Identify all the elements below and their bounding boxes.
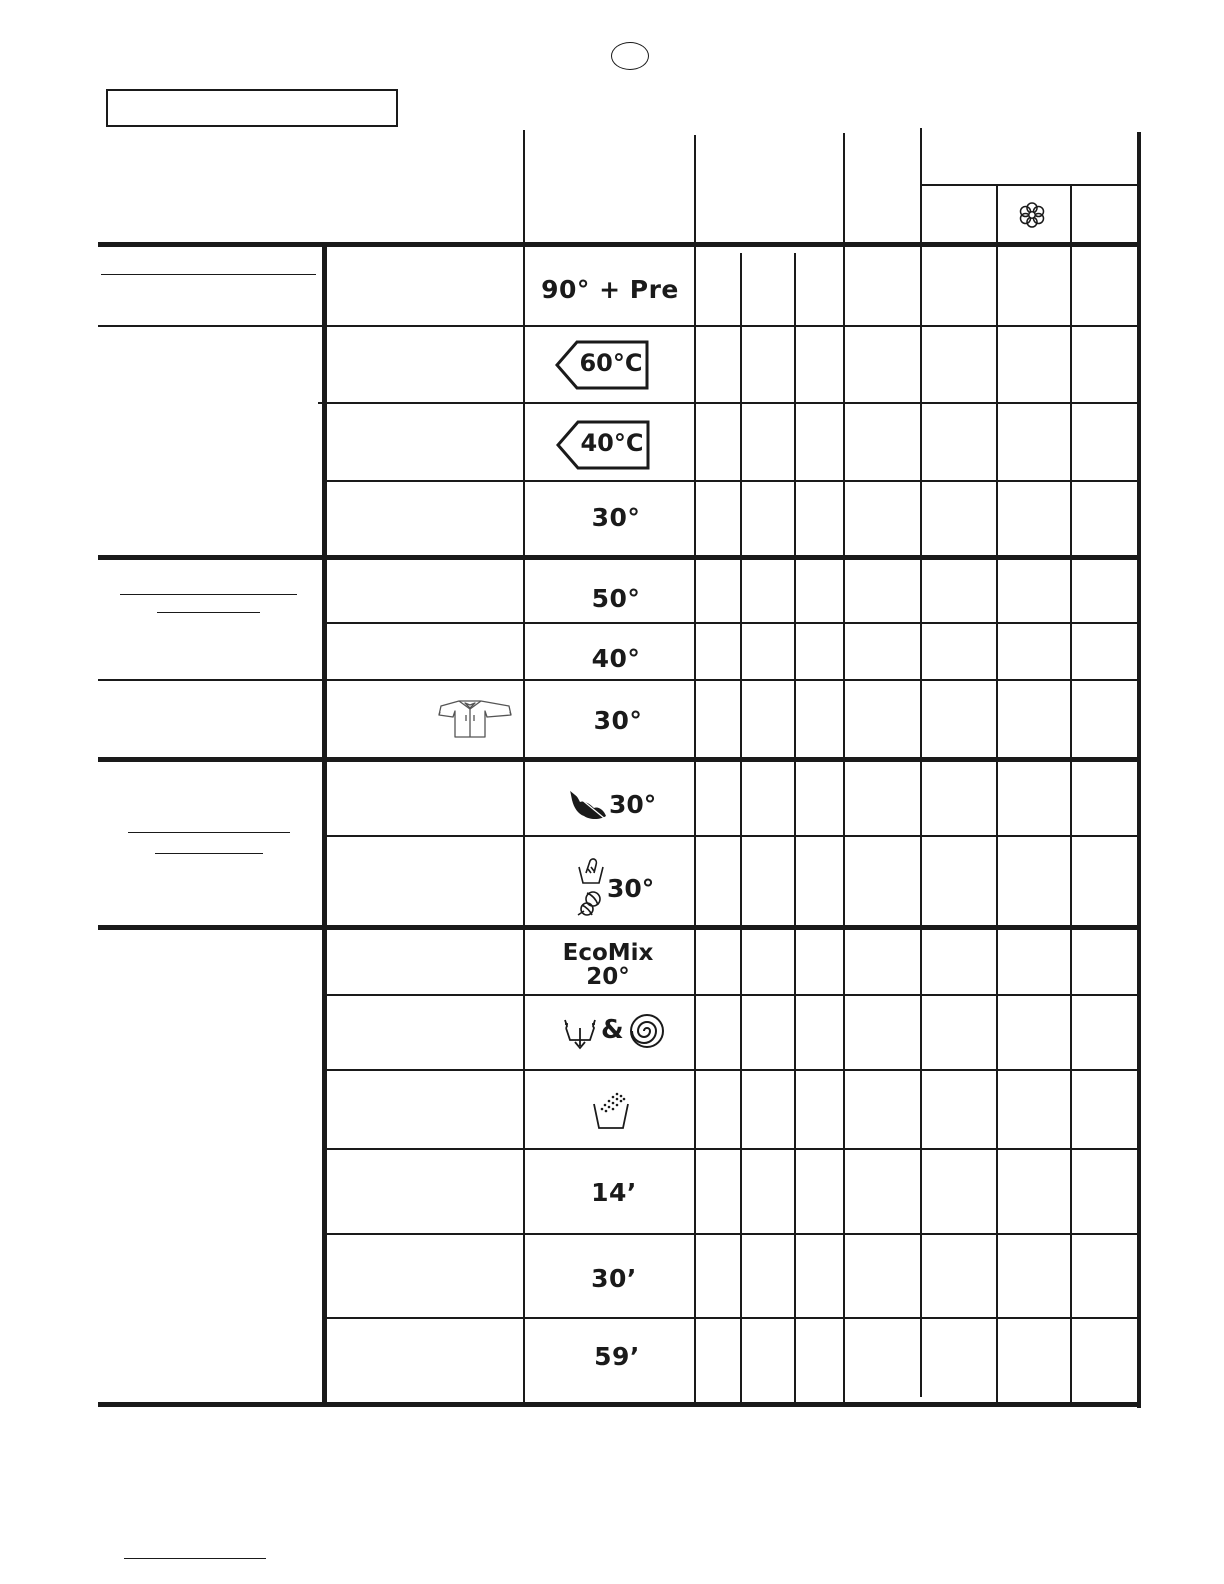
program-ecomix bbox=[524, 941, 692, 989]
program-ecomix-label: EcoMix bbox=[562, 940, 654, 966]
row-rule bbox=[98, 325, 1139, 327]
category-underline bbox=[157, 612, 260, 613]
shirt-icon bbox=[437, 697, 513, 741]
column-divider bbox=[1070, 247, 1072, 1403]
rinse-icon bbox=[592, 1090, 630, 1132]
column-divider bbox=[996, 247, 998, 1403]
row-rule bbox=[326, 480, 1139, 482]
header-divider bbox=[1070, 186, 1072, 244]
row-rule bbox=[326, 1069, 1139, 1071]
row-rule bbox=[326, 402, 1139, 404]
program-column-border bbox=[523, 247, 525, 1405]
column-divider bbox=[843, 247, 845, 1403]
spin-icon bbox=[628, 1012, 666, 1050]
program-59min: 59’ bbox=[594, 1342, 640, 1371]
header-divider bbox=[843, 133, 845, 244]
handwash-wool-icon bbox=[574, 855, 608, 921]
program-drain-spin-amp: & bbox=[601, 1015, 624, 1045]
program-40c-tag bbox=[556, 420, 650, 470]
category-underline bbox=[101, 274, 316, 275]
language-badge bbox=[611, 42, 649, 70]
program-30-shirts: 30° bbox=[593, 706, 643, 735]
header-divider bbox=[920, 128, 922, 244]
category-underline bbox=[128, 832, 290, 833]
drain-icon bbox=[562, 1014, 598, 1054]
header-subrule bbox=[921, 184, 1139, 186]
row-rule bbox=[326, 1317, 1139, 1319]
column-divider bbox=[920, 247, 922, 1397]
title-box bbox=[106, 89, 398, 127]
program-ecomix-temp: 20° bbox=[586, 964, 630, 990]
program-30-feather: 30° bbox=[609, 790, 657, 819]
header-rule bbox=[98, 242, 1141, 247]
program-50: 50° bbox=[591, 584, 641, 613]
group-rule bbox=[98, 925, 1141, 930]
table-bottom-rule bbox=[98, 1402, 1141, 1407]
program-40c-label: 40°C bbox=[580, 429, 644, 457]
footnote-rule bbox=[124, 1558, 266, 1559]
row-rule bbox=[326, 835, 1139, 837]
program-40: 40° bbox=[591, 644, 641, 673]
program-14min: 14’ bbox=[591, 1178, 637, 1207]
program-60c-label: 60°C bbox=[579, 349, 643, 377]
feather-icon bbox=[566, 786, 610, 822]
tick-mark bbox=[318, 402, 324, 404]
flower-icon bbox=[1016, 199, 1048, 231]
group-rule bbox=[98, 555, 1141, 560]
program-90-pre: 90° + Pre bbox=[541, 275, 679, 304]
header-divider bbox=[694, 135, 696, 244]
row-rule bbox=[326, 1233, 1139, 1235]
program-60c-tag bbox=[555, 340, 649, 390]
program-30: 30° bbox=[591, 503, 641, 532]
row-rule bbox=[98, 679, 1139, 681]
category-underline bbox=[155, 853, 263, 854]
column-divider bbox=[794, 253, 796, 1403]
row-rule bbox=[326, 1148, 1139, 1150]
column-divider bbox=[740, 253, 742, 1403]
table-right-border bbox=[1137, 132, 1141, 1408]
header-divider bbox=[996, 185, 998, 244]
program-30-handwash: 30° bbox=[607, 874, 655, 903]
category-underline bbox=[120, 594, 297, 595]
program-30min: 30’ bbox=[591, 1264, 637, 1293]
row-rule bbox=[326, 994, 1139, 996]
row-rule bbox=[326, 622, 1139, 624]
category-column-border bbox=[322, 247, 327, 1405]
group-rule bbox=[98, 757, 1141, 762]
header-divider bbox=[523, 130, 525, 244]
